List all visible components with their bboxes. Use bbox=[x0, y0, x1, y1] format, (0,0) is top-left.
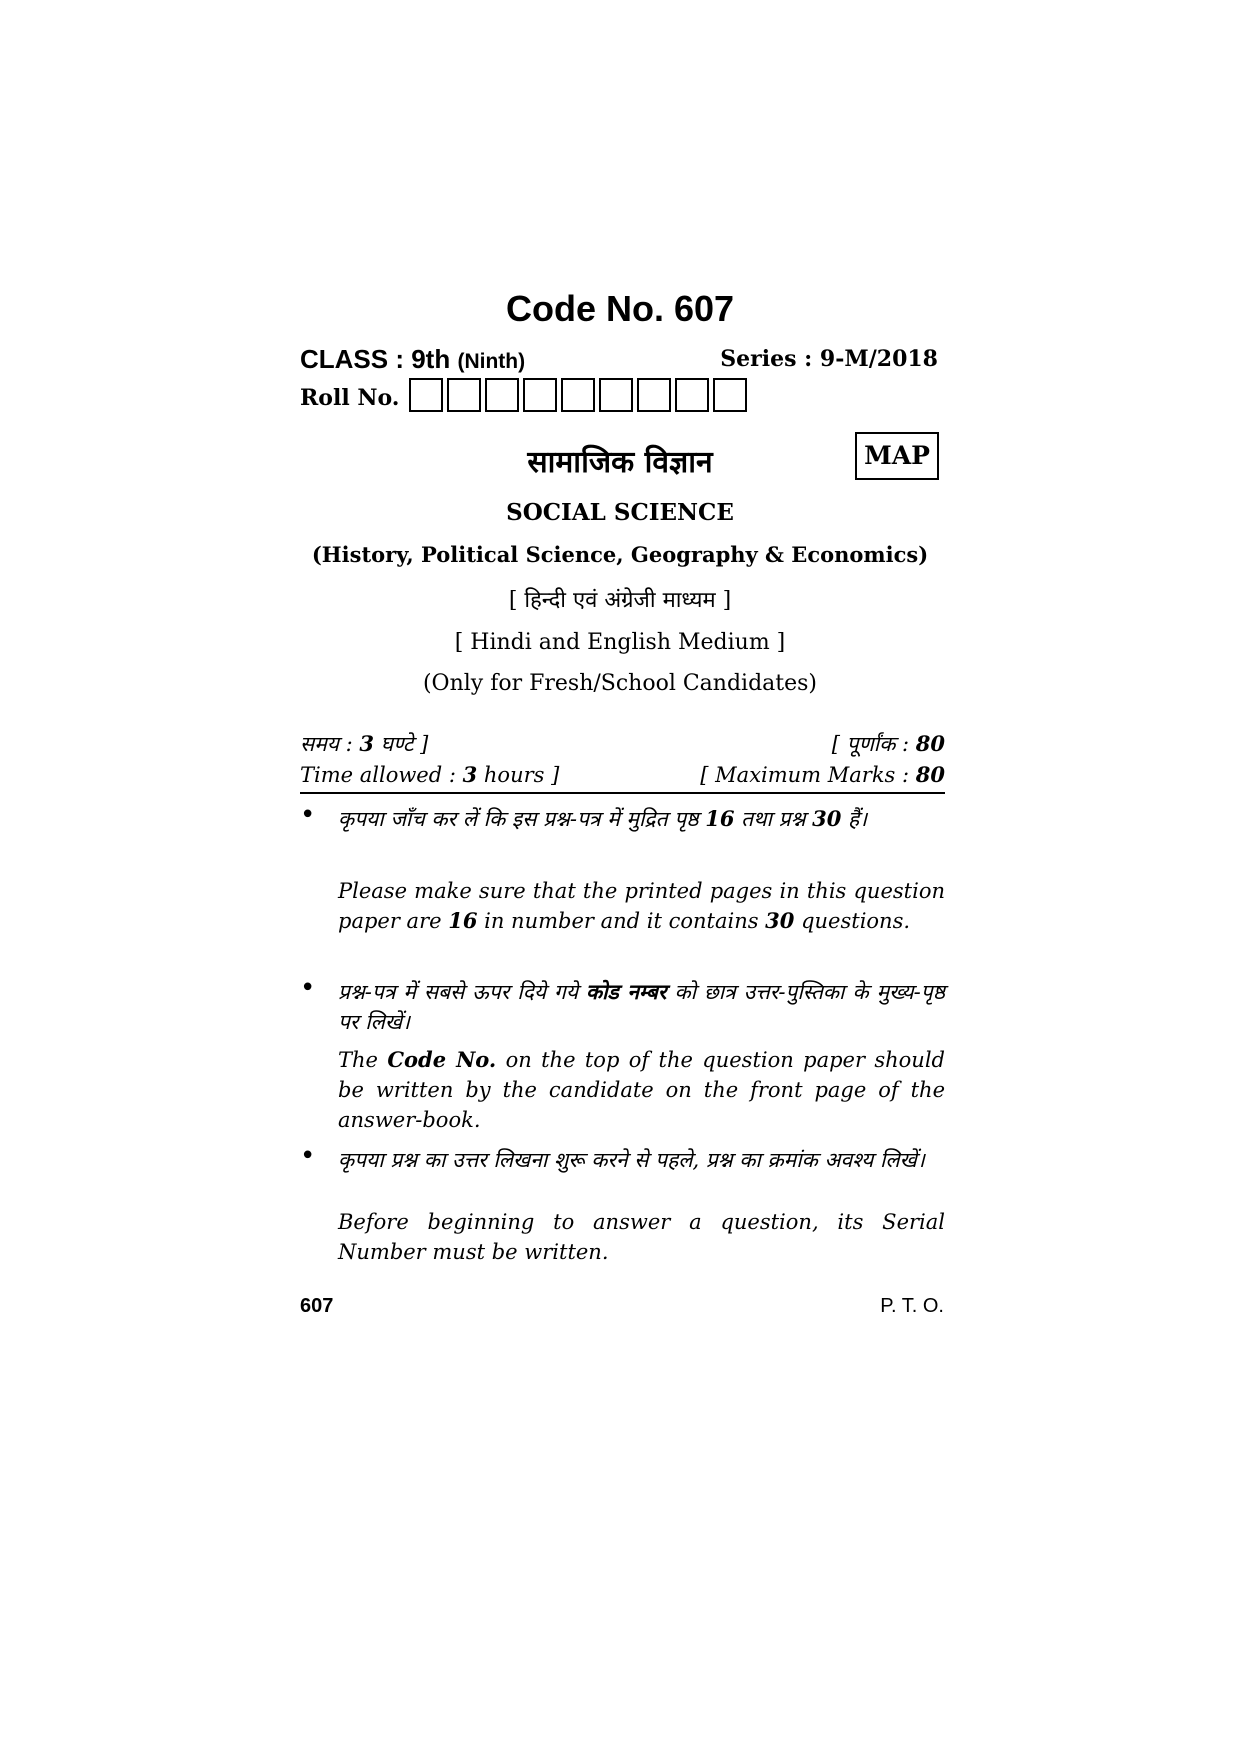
subject-title-english: SOCIAL SCIENCE bbox=[506, 499, 734, 526]
map-badge: MAP bbox=[855, 432, 939, 480]
footer-code: 607 bbox=[300, 1295, 334, 1317]
time-marks-english bbox=[300, 762, 945, 787]
candidates-note: (Only for Fresh/School Candidates) bbox=[422, 671, 818, 696]
class-label bbox=[300, 344, 525, 375]
instruction-1-hindi: कृपया जाँच कर लें कि इस प्रश्न-पत्र में मुद्रित पृष्ठ 16 तथा प्रश्न 30 हैं। bbox=[338, 806, 868, 831]
medium-english: [ Hindi and English Medium ] bbox=[454, 630, 786, 655]
class-text: CLASS : 9th bbox=[300, 344, 451, 374]
roll-number-label: Roll No. bbox=[300, 385, 400, 411]
roll-number-box[interactable] bbox=[675, 378, 709, 412]
instruction-3-hindi: कृपया प्रश्न का उत्तर लिखना शुरू करने से पहले, प्रश्न का क्रमांक अवश्य लिखें। bbox=[338, 1148, 925, 1172]
bullet-icon: • bbox=[300, 1141, 316, 1171]
subject-branches: (History, Political Science, Geography & Economics) bbox=[311, 542, 929, 567]
divider bbox=[300, 792, 945, 794]
roll-number-box[interactable] bbox=[523, 378, 557, 412]
bullet-icon: • bbox=[300, 973, 316, 1003]
roll-number-box[interactable] bbox=[637, 378, 671, 412]
roll-number-box[interactable] bbox=[599, 378, 633, 412]
code-number-heading: Code No. 607 bbox=[505, 288, 735, 329]
medium-hindi: [ हिन्दी एवं अंग्रेजी माध्यम ] bbox=[508, 588, 732, 613]
roll-number-boxes[interactable] bbox=[409, 378, 751, 412]
roll-number-box[interactable] bbox=[409, 378, 443, 412]
footer-pto: P. T. O. bbox=[880, 1295, 944, 1317]
instruction-2-english: The Code No. on the top of the question paper should be written by the candidate on the front page of the answer-book. bbox=[338, 1047, 945, 1132]
roll-number-box[interactable] bbox=[561, 378, 595, 412]
subject-title-hindi: सामाजिक विज्ञान bbox=[527, 445, 713, 480]
instruction-3-english: Before beginning to answer a question, its Serial Number must be written. bbox=[338, 1210, 945, 1264]
bullet-icon: • bbox=[300, 800, 316, 830]
max-marks-english: [ Maximum Marks : 80 bbox=[700, 762, 945, 787]
class-sub-text: (Ninth) bbox=[457, 350, 526, 373]
time-marks-hindi bbox=[300, 730, 945, 758]
max-marks-hindi: [ पूर्णांक : 80 bbox=[831, 731, 945, 756]
instruction-1-english: Please make sure that the printed pages in this question paper are 16 in number and it contains 30 questions. bbox=[338, 879, 945, 933]
roll-number-box[interactable] bbox=[713, 378, 747, 412]
roll-number-box[interactable] bbox=[485, 378, 519, 412]
instruction-2-hindi: प्रश्न-पत्र में सबसे ऊपर दिये गये कोड नम्बर को छात्र उत्तर-पुस्तिका के मुख्य-पृष्ठ पर लिखें। bbox=[338, 979, 945, 1034]
series-label: Series : 9-M/2018 bbox=[720, 346, 938, 372]
roll-number-box[interactable] bbox=[447, 378, 481, 412]
time-allowed-english: Time allowed : 3 hours ] bbox=[300, 762, 560, 787]
time-allowed-hindi: समय : 3 घण्टे ] bbox=[300, 731, 429, 756]
